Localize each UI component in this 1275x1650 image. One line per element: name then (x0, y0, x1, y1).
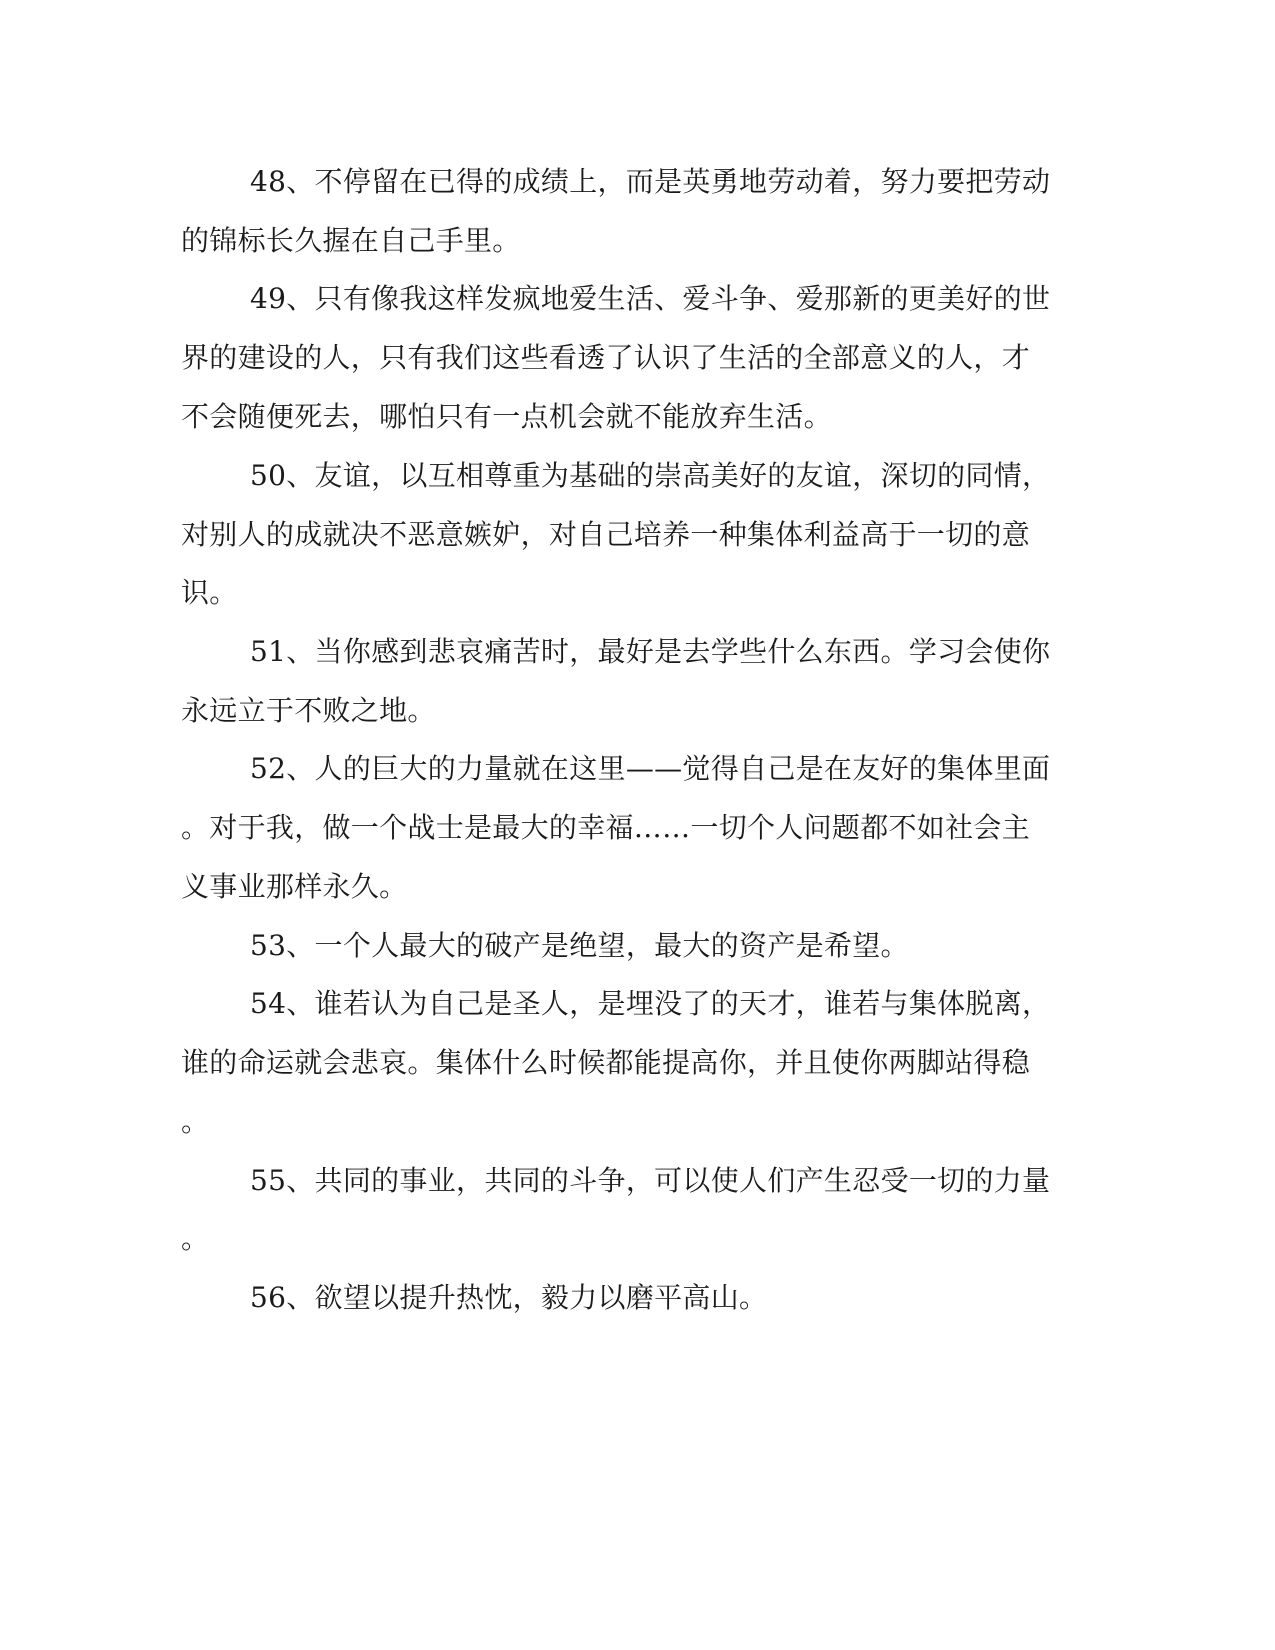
paragraph-line: 54、谁若认为自己是圣人，是埋没了的天才，谁若与集体脱离， (250, 987, 1051, 1020)
paragraph-line: 49、只有像我这样发疯地爱生活、爱斗争、爱那新的更美好的世 (250, 282, 1051, 315)
paragraph-line: 的锦标长久握在自己手里。 (181, 224, 521, 257)
paragraph-line: 。 (181, 1222, 210, 1255)
paragraph-line: 对别人的成就决不恶意嫉妒，对自己培养一种集体利益高于一切的意 (181, 518, 1031, 551)
paragraph-line: 谁的命运就会悲哀。集体什么时候都能提高你，并且使你两脚站得稳 (181, 1046, 1031, 1079)
paragraph-line: 永远立于不败之地。 (181, 694, 436, 727)
paragraph-line: 55、共同的事业，共同的斗争，可以使人们产生忍受一切的力量 (250, 1164, 1051, 1197)
paragraph-line: 53、一个人最大的破产是绝望，最大的资产是希望。 (250, 929, 909, 962)
paragraph-line: 义事业那样永久。 (181, 870, 408, 903)
paragraph-line: 。对于我，做一个战士是最大的幸福……一切个人问题都不如社会主 (181, 811, 1031, 844)
paragraph-line: 不会随便死去，哪怕只有一点机会就不能放弃生活。 (181, 400, 832, 433)
paragraph-line: 。 (181, 1105, 210, 1138)
paragraph-line: 56、欲望以提升热忱，毅力以磨平高山。 (250, 1281, 768, 1314)
paragraph-line: 48、不停留在已得的成绩上，而是英勇地劳动着，努力要把劳动 (250, 165, 1051, 198)
paragraph-line: 51、当你感到悲哀痛苦时，最好是去学些什么东西。学习会使你 (250, 635, 1051, 668)
paragraph-line: 50、友谊，以互相尊重为基础的崇高美好的友谊，深切的同情， (250, 459, 1051, 492)
paragraph-line: 52、人的巨大的力量就在这里——觉得自己是在友好的集体里面 (250, 752, 1051, 785)
paragraph-line: 识。 (181, 576, 238, 609)
paragraph-line: 界的建设的人，只有我们这些看透了认识了生活的全部意义的人，才 (181, 341, 1031, 374)
